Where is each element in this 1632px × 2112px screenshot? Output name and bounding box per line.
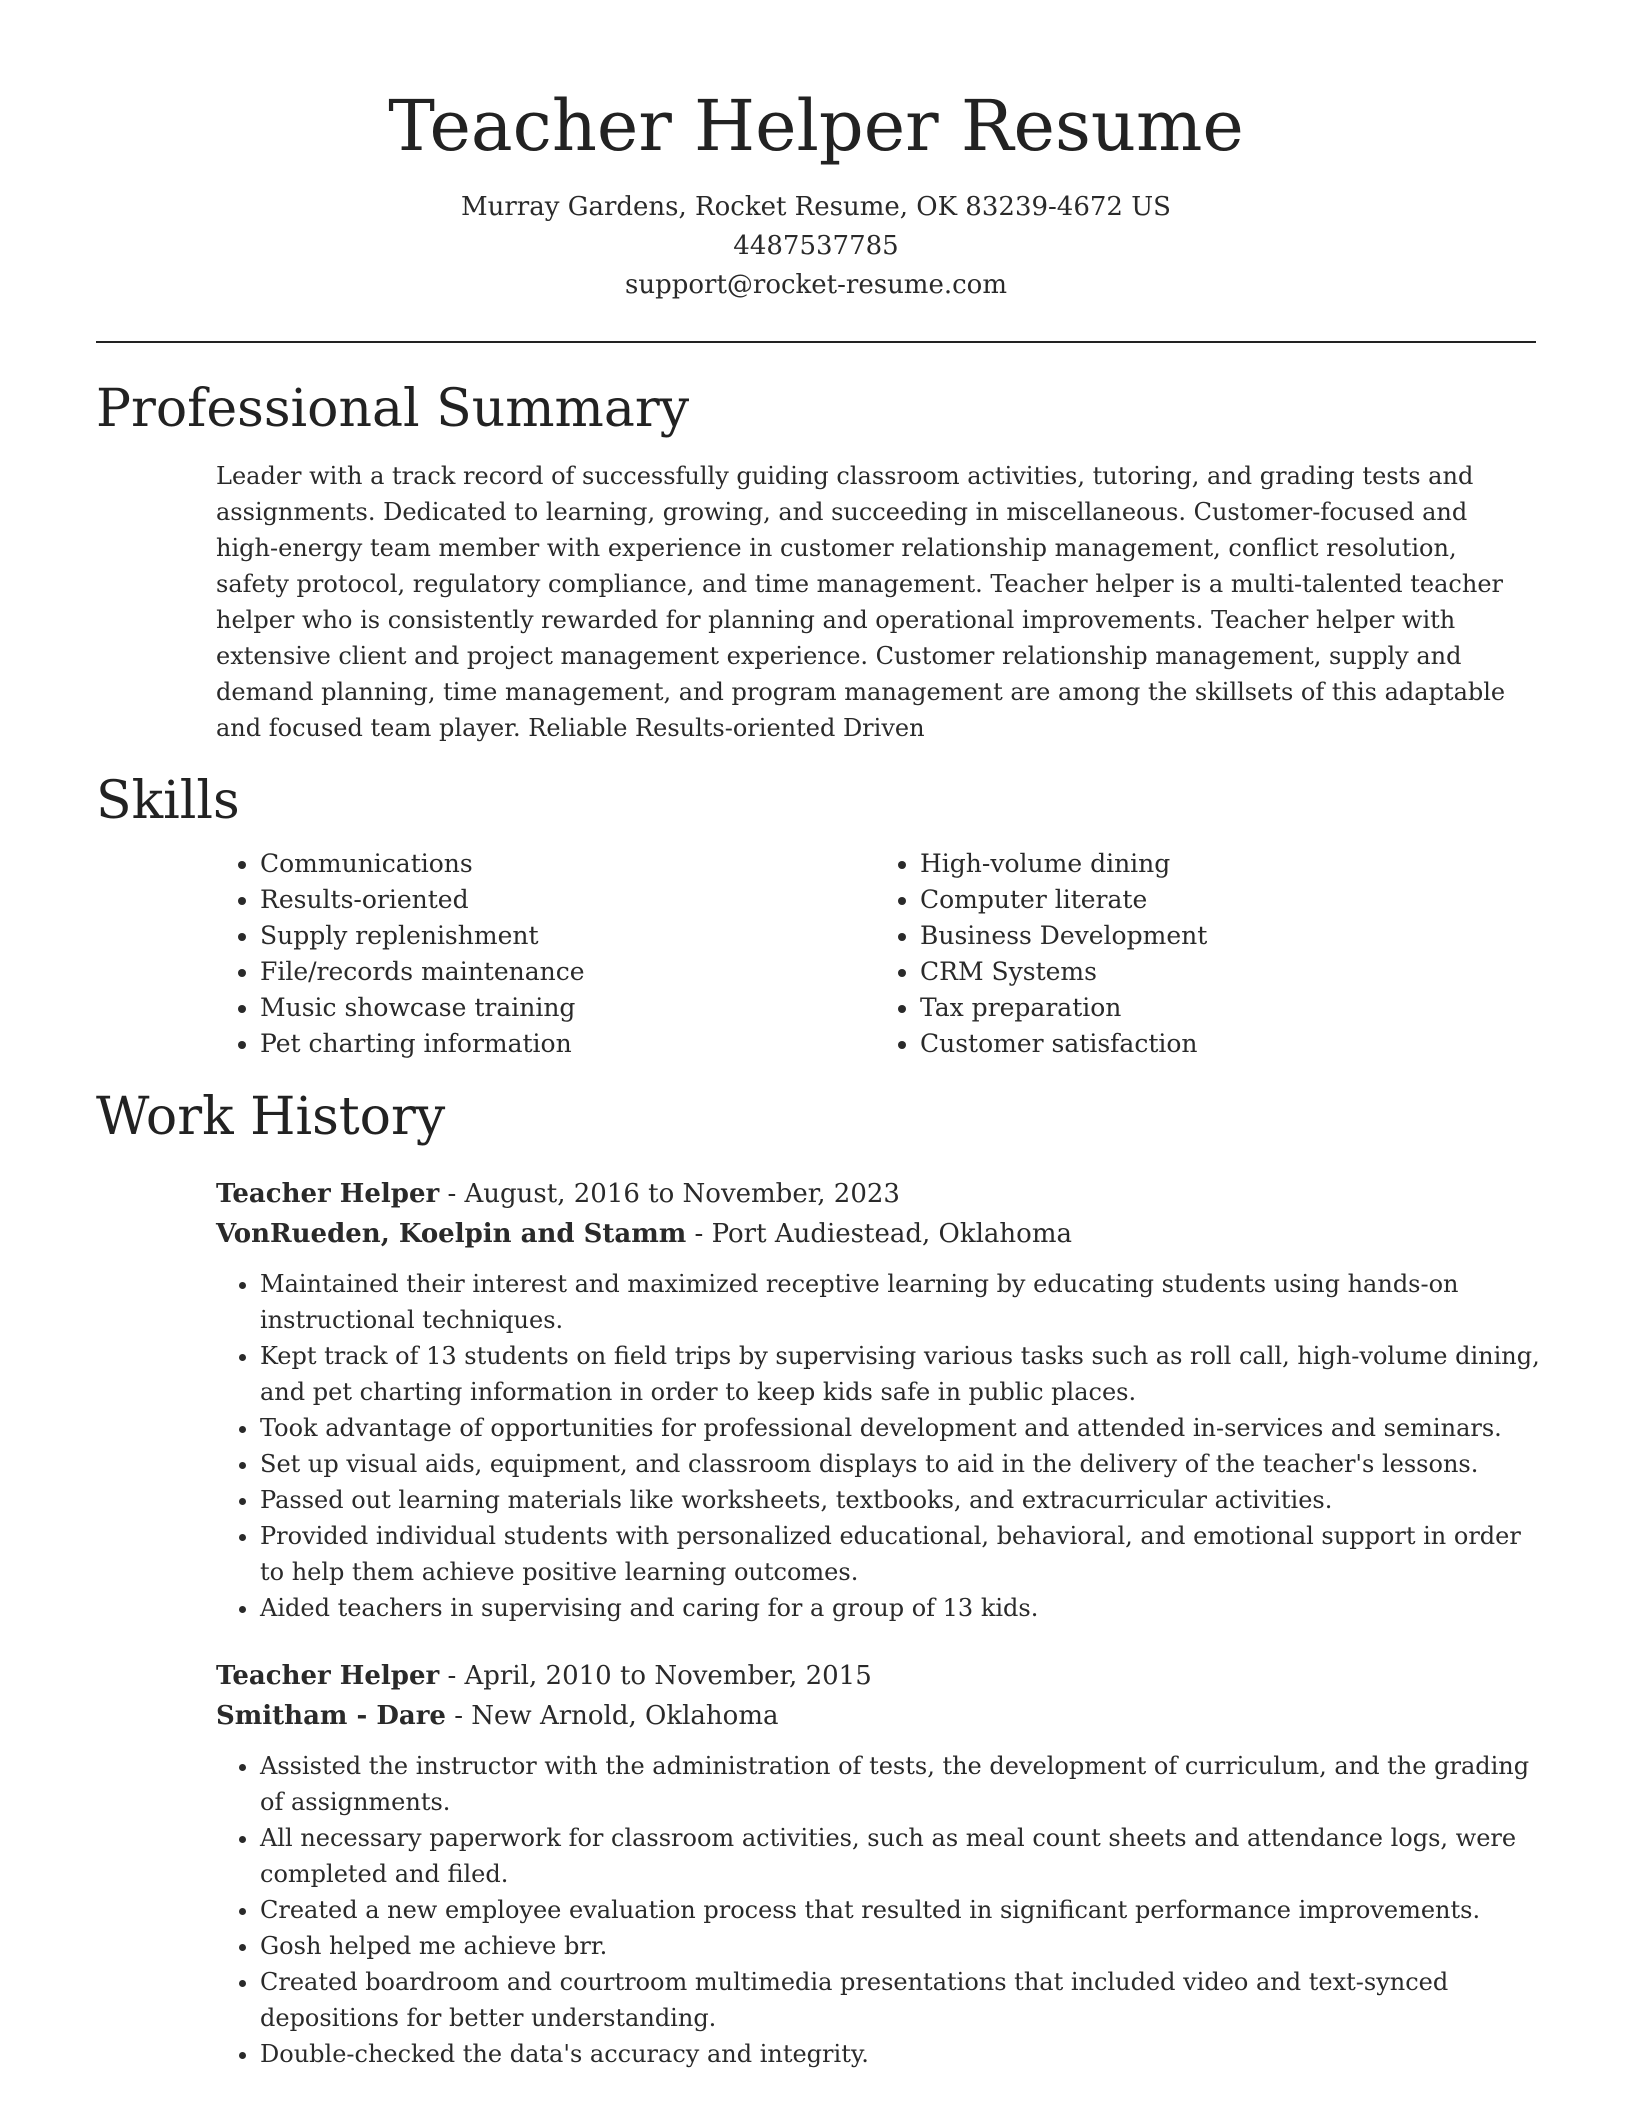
skills-heading: Skills [96,771,240,831]
skills-list [216,846,1536,1062]
contact-email: support@rocket-resume.com [624,270,1007,300]
skill-item: • Results-oriented [260,882,876,918]
work-section [96,1086,1536,1148]
job-bullet: • Created a new employee evaluation process that resulted in significant performance improvements. [260,1892,1546,1928]
skills-column-right [876,846,1536,1062]
summary-section [96,378,1536,440]
job-bullet: • Maintained their interest and maximized receptive learning by educating students using hands-on instructional techniques. [260,1266,1546,1338]
job-title: Teacher Helper [216,1179,440,1209]
skill-item: • High-volume dining [920,846,1536,882]
job-title: Teacher Helper [216,1661,440,1691]
job-company: Smitham - Dare [216,1701,446,1731]
skill-item: • File/records maintenance [260,954,876,990]
job-entry [216,1174,1546,1626]
separator: - [439,1179,465,1209]
skill-item: • Supply replenishment [260,918,876,954]
contact-phone: 4487537785 [733,231,899,261]
job-bullet: • Double-checked the data's accuracy and integrity. [260,2036,1546,2072]
job-bullet: • All necessary paperwork for classroom activities, such as meal count sheets and attendance logs, were completed and filed. [260,1820,1546,1892]
summary-text: Leader with a track record of successfully guiding classroom activities, tutoring, and grading tests and assignments. Dedicated to learning, growing, and succeeding in miscellaneous. Customer-focused and high-energy team member with experience in customer relationship management, conflict resolution, safety protocol, regulatory compliance, and time management. Teacher helper is a multi-talented teacher helper who is consistently rewarded for planning and operational improvements. Teacher helper with extensive client and project management experience. Customer relationship management, supply and demand planning, time management, and program management are among the skillsets of this adaptable and focused team player. Reliable Results-oriented Driven [216,462,1506,742]
skill-item: • Music showcase training [260,990,876,1026]
job-dates: August, 2016 to November, 2023 [464,1179,900,1209]
job-bullet: • Set up visual aids, equipment, and classroom displays to aid in the delivery of the teacher's lessons. [260,1446,1546,1482]
contact-address: Murray Gardens, Rocket Resume, OK 83239-4672 US [461,192,1171,222]
job-dates: April, 2010 to November, 2015 [464,1661,872,1691]
job-bullet: • Kept track of 13 students on field trips by supervising various tasks such as roll call, high-volume dining, and pet charting information in order to keep kids safe in public places. [260,1338,1546,1410]
job-title-line [216,1656,1546,1696]
job-bullet: • Took advantage of opportunities for professional development and attended in-services and seminars. [260,1410,1546,1446]
summary-heading: Professional Summary [96,379,690,439]
job-bullet: • Gosh helped me achieve brr. [260,1928,1546,1964]
job-bullet: • Passed out learning materials like worksheets, textbooks, and extracurricular activities. [260,1482,1546,1518]
job-bullets [216,1266,1546,1626]
skills-section [96,770,1536,832]
skill-item: • Pet charting information [260,1026,876,1062]
skill-item: • Computer literate [920,882,1536,918]
job-bullets [216,1748,1546,2072]
header-divider [96,341,1536,343]
job-bullet: • Provided individual students with personalized educational, behavioral, and emotional support in order to help them achieve positive learning outcomes. [260,1518,1546,1590]
separator: - [686,1219,712,1249]
job-entry [216,1656,1546,2072]
work-heading: Work History [96,1087,446,1147]
job-location: New Arnold, Oklahoma [471,1701,779,1731]
skill-item: • Business Development [920,918,1536,954]
page-title: Teacher Helper Resume [388,85,1244,167]
job-bullet: • Aided teachers in supervising and caring for a group of 13 kids. [260,1590,1546,1626]
job-bullet: • Created boardroom and courtroom multimedia presentations that included video and text-synced depositions for better understanding. [260,1964,1546,2036]
separator: - [439,1661,465,1691]
job-location: Port Audiestead, Oklahoma [711,1219,1072,1249]
skill-item: • Communications [260,846,876,882]
skill-item: • CRM Systems [920,954,1536,990]
job-company: VonRueden, Koelpin and Stamm [216,1219,687,1249]
skill-item: • Tax preparation [920,990,1536,1026]
job-title-line [216,1174,1546,1214]
skill-item: • Customer satisfaction [920,1026,1536,1062]
contact-block [0,188,1632,305]
separator: - [445,1701,472,1731]
skills-column-left [216,846,876,1062]
job-bullet: • Assisted the instructor with the administration of tests, the development of curriculum, and the grading of assignments. [260,1748,1546,1820]
job-company-line [216,1214,1546,1254]
job-company-line [216,1696,1546,1736]
resume-header [0,82,1632,305]
